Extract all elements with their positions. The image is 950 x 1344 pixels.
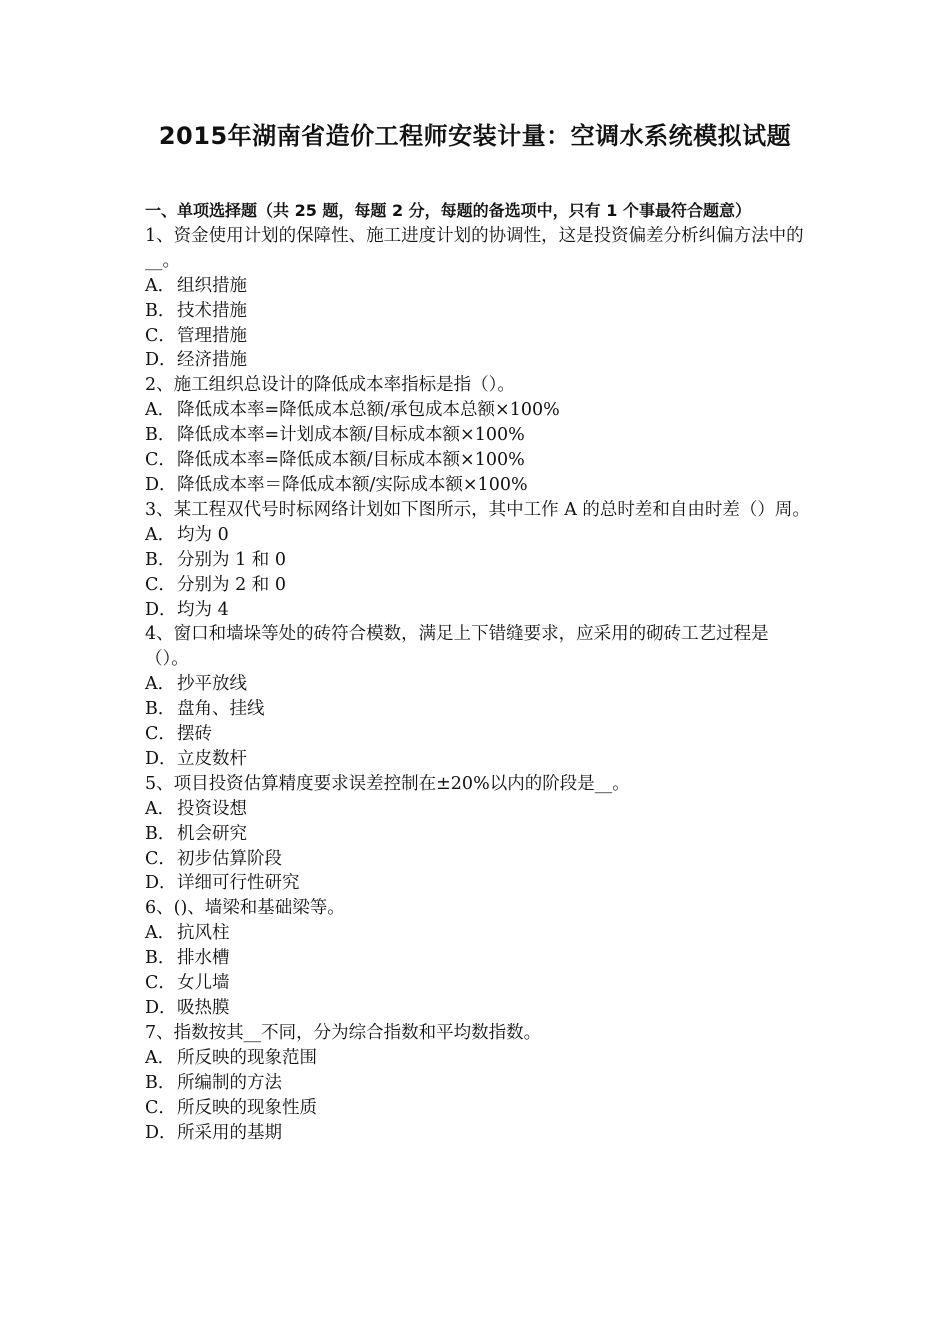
option-text: 降低成本率＝降低成本额/实际成本额×100% bbox=[177, 474, 528, 495]
question-stem: 2、施工组织总设计的降低成本率指标是指（）。 bbox=[145, 375, 515, 396]
option-letter: B． bbox=[145, 948, 176, 969]
option-letter: B． bbox=[145, 1072, 176, 1093]
option-letter: C． bbox=[145, 574, 176, 595]
answer-option bbox=[145, 722, 810, 747]
option-letter: C． bbox=[145, 973, 176, 994]
answer-option bbox=[145, 1096, 810, 1121]
question-stem: 1、资金使用计划的保障性、施工进度计划的协调性，这是投资偏差分析纠偏方法中的__。 bbox=[145, 225, 804, 271]
document-body bbox=[145, 199, 810, 1145]
answer-option bbox=[145, 398, 810, 423]
answer-option bbox=[145, 324, 810, 349]
option-letter: D． bbox=[145, 474, 177, 495]
question-stem: 5、项目投资估算精度要求误差控制在±20%以内的阶段是__。 bbox=[145, 773, 630, 794]
question-stem: 4、窗口和墙垛等处的砖符合模数，满足上下错缝要求，应采用的砌砖工艺过程是（）。 bbox=[145, 624, 769, 670]
option-text: 排水槽 bbox=[177, 948, 230, 969]
answer-option bbox=[145, 797, 810, 822]
answer-option bbox=[145, 1046, 810, 1071]
option-letter: A． bbox=[145, 275, 176, 296]
section-heading: 一、单项选择题（共 25 题，每题 2 分，每题的备选项中，只有 1 个事最符合题意） bbox=[145, 201, 751, 220]
option-letter: A． bbox=[145, 674, 176, 695]
question-block bbox=[145, 772, 810, 897]
question-stem: 7、指数按其__不同，分为综合指数和平均数指数。 bbox=[145, 1022, 542, 1043]
answer-option bbox=[145, 523, 810, 548]
option-text: 组织措施 bbox=[177, 275, 247, 296]
option-text: 抗风柱 bbox=[177, 923, 230, 944]
question-block bbox=[145, 373, 810, 498]
answer-option bbox=[145, 473, 810, 498]
answer-option bbox=[145, 274, 810, 299]
option-text: 详细可行性研究 bbox=[177, 873, 300, 894]
answer-option bbox=[145, 1121, 810, 1146]
option-text: 盘角、挂线 bbox=[177, 699, 265, 720]
option-letter: C． bbox=[145, 724, 176, 745]
answer-option bbox=[145, 946, 810, 971]
option-letter: C． bbox=[145, 1097, 176, 1118]
option-letter: A． bbox=[145, 1047, 176, 1068]
question-block bbox=[145, 224, 810, 373]
option-text: 所采用的基期 bbox=[177, 1122, 282, 1143]
option-text: 分别为 1 和 0 bbox=[177, 549, 286, 570]
answer-option bbox=[145, 448, 810, 473]
option-letter: A． bbox=[145, 798, 176, 819]
option-letter: B． bbox=[145, 823, 176, 844]
question-stem: 6、()、墙梁和基础梁等。 bbox=[145, 898, 345, 919]
option-text: 降低成本率=降低成本额/目标成本额×100% bbox=[177, 450, 525, 471]
answer-option bbox=[145, 747, 810, 772]
question-list bbox=[145, 224, 810, 1146]
option-text: 分别为 2 和 0 bbox=[177, 574, 286, 595]
option-letter: B． bbox=[145, 699, 176, 720]
option-letter: D． bbox=[145, 350, 177, 371]
question-block bbox=[145, 622, 810, 771]
option-text: 所编制的方法 bbox=[177, 1072, 282, 1093]
answer-option bbox=[145, 672, 810, 697]
option-text: 经济措施 bbox=[177, 350, 247, 371]
answer-option bbox=[145, 871, 810, 896]
option-letter: C． bbox=[145, 450, 176, 471]
option-text: 初步估算阶段 bbox=[177, 848, 282, 869]
option-letter: D． bbox=[145, 1122, 177, 1143]
answer-option bbox=[145, 423, 810, 448]
option-letter: A． bbox=[145, 400, 176, 421]
option-letter: D． bbox=[145, 873, 177, 894]
answer-option bbox=[145, 996, 810, 1021]
answer-option bbox=[145, 348, 810, 373]
answer-option bbox=[145, 921, 810, 946]
option-letter: A． bbox=[145, 524, 176, 545]
option-text: 所反映的现象范围 bbox=[177, 1047, 317, 1068]
option-text: 均为 0 bbox=[177, 524, 229, 545]
option-text: 机会研究 bbox=[177, 823, 247, 844]
option-text: 技术措施 bbox=[177, 300, 247, 321]
option-text: 女儿墙 bbox=[177, 973, 230, 994]
question-block bbox=[145, 1021, 810, 1146]
option-text: 管理措施 bbox=[177, 325, 247, 346]
answer-option bbox=[145, 598, 810, 623]
answer-option bbox=[145, 847, 810, 872]
option-text: 摆砖 bbox=[177, 724, 212, 745]
question-block bbox=[145, 498, 810, 623]
option-text: 均为 4 bbox=[177, 599, 229, 620]
option-letter: C． bbox=[145, 848, 176, 869]
option-text: 投资设想 bbox=[177, 798, 247, 819]
answer-option bbox=[145, 697, 810, 722]
document-title: 2015年湖南省造价工程师安装计量：空调水系统模拟试题 bbox=[158, 122, 792, 150]
question-block bbox=[145, 896, 810, 1021]
option-letter: D． bbox=[145, 599, 177, 620]
option-text: 立皮数杆 bbox=[177, 748, 247, 769]
answer-option bbox=[145, 971, 810, 996]
option-letter: B． bbox=[145, 549, 176, 570]
option-text: 抄平放线 bbox=[177, 674, 247, 695]
option-text: 所反映的现象性质 bbox=[177, 1097, 317, 1118]
option-text: 吸热膜 bbox=[177, 998, 230, 1018]
answer-option bbox=[145, 548, 810, 573]
answer-option bbox=[145, 299, 810, 324]
option-text: 降低成本率=计划成本额/目标成本额×100% bbox=[177, 425, 525, 446]
option-letter: D． bbox=[145, 748, 177, 769]
question-stem: 3、某工程双代号时标网络计划如下图所示，其中工作 A 的总时差和自由时差（）周。 bbox=[145, 499, 810, 520]
answer-option bbox=[145, 1071, 810, 1096]
option-letter: B． bbox=[145, 300, 176, 321]
option-letter: D． bbox=[145, 998, 177, 1018]
answer-option bbox=[145, 573, 810, 598]
option-text: 降低成本率=降低成本总额/承包成本总额×100% bbox=[177, 400, 560, 421]
answer-option bbox=[145, 822, 810, 847]
option-letter: A． bbox=[145, 923, 176, 944]
option-letter: C． bbox=[145, 325, 176, 346]
option-letter: B． bbox=[145, 425, 176, 446]
